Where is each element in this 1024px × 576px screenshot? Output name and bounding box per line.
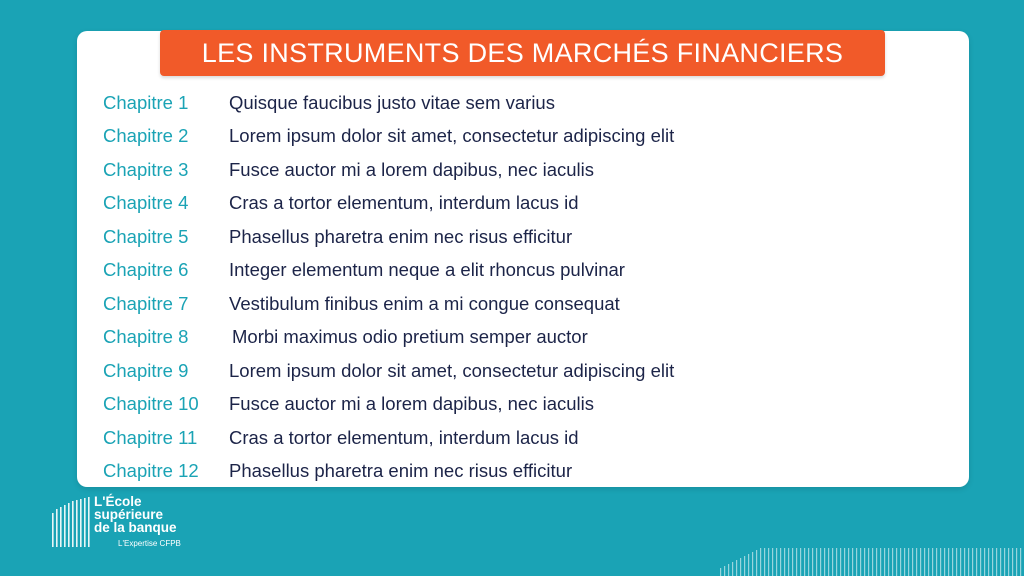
slide-title-banner bbox=[160, 30, 885, 76]
chapter-title: Cras a tortor elementum, interdum lacus id bbox=[229, 426, 579, 448]
chapter-row-8 bbox=[103, 321, 943, 355]
chapter-row-3 bbox=[103, 153, 943, 187]
chapter-title: Fusce auctor mi a lorem dapibus, nec iaculis bbox=[229, 158, 595, 180]
chapter-title: Fusce auctor mi a lorem dapibus, nec iaculis bbox=[229, 393, 595, 415]
chapter-label: Chapitre 7 bbox=[103, 292, 189, 314]
chapter-title: Phasellus pharetra enim nec risus efficitur bbox=[229, 460, 573, 482]
chapter-label: Chapitre 10 bbox=[103, 393, 199, 415]
chapter-row-12 bbox=[103, 455, 943, 489]
chapter-label: Chapitre 8 bbox=[103, 326, 189, 348]
chapter-row-6 bbox=[103, 254, 943, 288]
logo-wordmark bbox=[94, 495, 181, 550]
chapter-title: Integer elementum neque a elit rhoncus pulvinar bbox=[229, 259, 625, 281]
chapter-row-2 bbox=[103, 120, 943, 154]
chapter-title: Lorem ipsum dolor sit amet, consectetur adipiscing elit bbox=[229, 359, 675, 381]
chapter-label: Chapitre 11 bbox=[103, 426, 198, 448]
logo-line-3: de la banque bbox=[94, 520, 177, 535]
chapter-row-5 bbox=[103, 220, 943, 254]
chapter-title: Phasellus pharetra enim nec risus efficitur bbox=[229, 225, 573, 247]
chapter-row-9 bbox=[103, 354, 943, 388]
chapter-list bbox=[103, 86, 943, 488]
school-logo bbox=[50, 495, 200, 555]
chapter-label: Chapitre 4 bbox=[103, 192, 189, 214]
logo-bars-icon bbox=[50, 495, 94, 547]
chapter-label: Chapitre 12 bbox=[103, 460, 199, 482]
chapter-label: Chapitre 9 bbox=[103, 359, 189, 381]
chapter-row-4 bbox=[103, 187, 943, 221]
chapter-label: Chapitre 1 bbox=[103, 91, 189, 113]
slide-title: LES INSTRUMENTS DES MARCHÉS FINANCIERS bbox=[201, 37, 844, 68]
chapter-title: Lorem ipsum dolor sit amet, consectetur adipiscing elit bbox=[229, 125, 675, 147]
chapter-title: Vestibulum finibus enim a mi congue consequat bbox=[229, 292, 620, 314]
chapter-row-1 bbox=[103, 86, 943, 120]
chapter-label: Chapitre 5 bbox=[103, 225, 189, 247]
logo-line-1: L'École bbox=[94, 494, 142, 509]
chapter-label: Chapitre 6 bbox=[103, 259, 189, 281]
chapter-row-7 bbox=[103, 287, 943, 321]
logo-tagline: L'Expertise CFPB bbox=[118, 539, 181, 548]
chapter-row-10 bbox=[103, 388, 943, 422]
chapter-label: Chapitre 3 bbox=[103, 158, 189, 180]
chapter-row-11 bbox=[103, 421, 943, 455]
decorative-bars-icon bbox=[720, 548, 1024, 576]
logo-line-2: supérieure bbox=[94, 507, 164, 522]
chapter-label: Chapitre 2 bbox=[103, 125, 189, 147]
chapter-title: Quisque faucibus justo vitae sem varius bbox=[229, 91, 555, 113]
chapter-title: Morbi maximus odio pretium semper auctor bbox=[232, 326, 588, 348]
chapter-title: Cras a tortor elementum, interdum lacus id bbox=[229, 192, 579, 214]
